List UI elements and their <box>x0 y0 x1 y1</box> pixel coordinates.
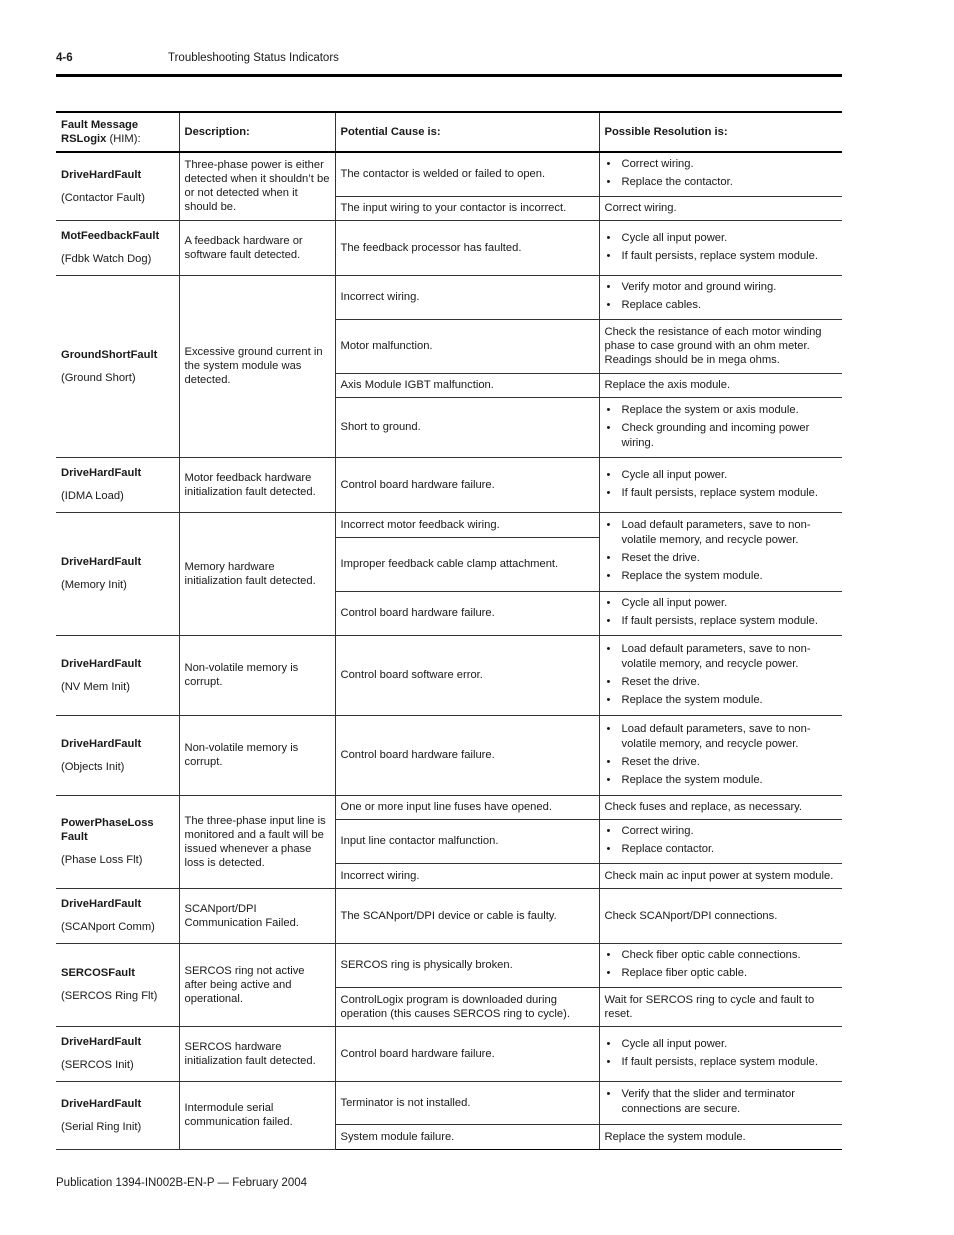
potential-cause-cell: ControlLogix program is downloaded during operation (this causes SERCOS ring to cycle). <box>335 987 599 1026</box>
fault-name: DriveHardFault <box>61 1036 142 1048</box>
resolution-cell: Wait for SERCOS ring to cycle and fault to reset. <box>599 987 842 1026</box>
fault-him-code: (SERCOS Ring Flt) <box>61 990 158 1002</box>
fault-him-code: (Objects Init) <box>61 760 125 773</box>
header-rule <box>56 74 842 77</box>
fault-message-cell <box>56 635 179 715</box>
resolution-list <box>605 1087 838 1117</box>
resolution-item: • If fault persists, replace system module. <box>605 486 838 501</box>
publication-footer: Publication 1394-IN002B-EN-P — February 2004 <box>56 1177 308 1189</box>
fault-name: DriveHardFault <box>61 556 142 568</box>
resolution-cell <box>599 819 842 863</box>
resolution-cell: Replace the system module. <box>599 1124 842 1149</box>
fault-name: DriveHardFault <box>61 737 142 750</box>
fault-name: DriveHardFault <box>61 467 142 479</box>
resolution-item: • Cycle all input power. <box>605 231 838 246</box>
resolution-item: • Replace contactor. <box>605 842 838 857</box>
resolution-item: • Correct wiring. <box>605 157 838 172</box>
fault-name: MotFeedbackFault <box>61 230 160 242</box>
potential-cause-cell: Control board hardware failure. <box>335 715 599 795</box>
resolution-cell <box>599 715 842 795</box>
fault-message-cell <box>56 275 179 457</box>
table-row <box>56 943 842 987</box>
resolution-cell: Correct wiring. <box>599 196 842 220</box>
resolution-cell <box>599 943 842 987</box>
potential-cause-cell: The input wiring to your contactor is incorrect. <box>335 196 599 220</box>
fault-message-cell <box>56 220 179 275</box>
resolution-item: • Reset the drive. <box>605 551 838 566</box>
column-header-description: Description: <box>179 112 335 152</box>
resolution-item: • Replace cables. <box>605 298 838 313</box>
resolution-cell: Check fuses and replace, as necessary. <box>599 795 842 819</box>
resolution-list <box>605 642 838 708</box>
potential-cause-cell: Input line contactor malfunction. <box>335 819 599 863</box>
table-row <box>56 888 842 943</box>
resolution-cell <box>599 512 842 591</box>
table-row <box>56 152 842 196</box>
potential-cause-cell: Control board hardware failure. <box>335 1026 599 1081</box>
table-header-row <box>56 112 842 152</box>
resolution-list <box>605 948 838 981</box>
fault-him-code: (Ground Short) <box>61 371 136 384</box>
resolution-item: • Load default parameters, save to non-volatile memory, and recycle power. <box>605 518 838 548</box>
resolution-item: • Replace the system module. <box>605 693 838 708</box>
resolution-item: • Replace the system module. <box>605 773 838 788</box>
resolution-item: • Reset the drive. <box>605 675 838 690</box>
resolution-cell <box>599 1081 842 1124</box>
potential-cause-cell: Axis Module IGBT malfunction. <box>335 373 599 397</box>
description-cell: SERCOS hardware initialization fault detected. <box>179 1026 335 1081</box>
resolution-list <box>605 1037 838 1070</box>
fault-name: DriveHardFault <box>61 1097 142 1110</box>
fault-him-code: (Contactor Fault) <box>61 191 145 204</box>
potential-cause-cell: Control board hardware failure. <box>335 457 599 512</box>
fault-him-code: (SERCOS Init) <box>61 1059 134 1071</box>
column-header-fault-message: Fault Message RSLogix (HIM): <box>56 112 179 152</box>
resolution-item: • Reset the drive. <box>605 755 838 770</box>
potential-cause-cell: SERCOS ring is physically broken. <box>335 943 599 987</box>
resolution-item: • Check grounding and incoming power wiring. <box>605 421 838 451</box>
fault-message-cell <box>56 152 179 220</box>
fault-message-cell <box>56 512 179 635</box>
resolution-cell: Check main ac input power at system module. <box>599 863 842 888</box>
potential-cause-cell: Terminator is not installed. <box>335 1081 599 1124</box>
fault-message-cell <box>56 943 179 1026</box>
description-cell: A feedback hardware or software fault detected. <box>179 220 335 275</box>
column-header-potential-cause: Potential Cause is: <box>335 112 599 152</box>
resolution-item: • Replace the system module. <box>605 569 838 584</box>
potential-cause-cell: Control board hardware failure. <box>335 591 599 635</box>
description-cell: Non-volatile memory is corrupt. <box>179 715 335 795</box>
fault-name: SERCOSFault <box>61 967 135 979</box>
page-header <box>56 52 842 68</box>
fault-name: DriveHardFault <box>61 168 142 181</box>
description-cell: SCANport/DPI Communication Failed. <box>179 888 335 943</box>
fault-him-code: (Phase Loss Flt) <box>61 854 143 866</box>
resolution-item: • Cycle all input power. <box>605 596 838 611</box>
resolution-item: • Replace the system or axis module. <box>605 403 838 418</box>
fault-message-cell <box>56 457 179 512</box>
fault-message-cell <box>56 1026 179 1081</box>
resolution-list <box>605 403 838 451</box>
fault-name: PowerPhaseLoss Fault <box>61 817 154 843</box>
table-row <box>56 635 842 715</box>
fault-name: DriveHardFault <box>61 657 142 670</box>
fault-message-cell <box>56 888 179 943</box>
table-row <box>56 457 842 512</box>
description-cell: Intermodule serial communication failed. <box>179 1081 335 1149</box>
resolution-list <box>605 824 838 857</box>
description-cell: Non-volatile memory is corrupt. <box>179 635 335 715</box>
resolution-cell <box>599 152 842 196</box>
resolution-cell: Check SCANport/DPI connections. <box>599 888 842 943</box>
fault-him-code: (Memory Init) <box>61 579 127 591</box>
fault-him-code: (SCANport Comm) <box>61 921 155 933</box>
potential-cause-cell: Improper feedback cable clamp attachment. <box>335 537 599 591</box>
table-row <box>56 275 842 319</box>
description-cell: Excessive ground current in the system module was detected. <box>179 275 335 457</box>
fault-message-cell <box>56 1081 179 1149</box>
resolution-item: • Verify that the slider and terminator connections are secure. <box>605 1087 838 1117</box>
potential-cause-cell: Incorrect wiring. <box>335 863 599 888</box>
resolution-item: • Replace the contactor. <box>605 175 838 190</box>
description-cell: SERCOS ring not active after being active and operational. <box>179 943 335 1026</box>
resolution-cell <box>599 457 842 512</box>
section-title: Troubleshooting Status Indicators <box>168 52 339 64</box>
page-number: 4-6 <box>56 52 73 64</box>
resolution-item: • If fault persists, replace system module. <box>605 1055 838 1070</box>
resolution-cell: Replace the axis module. <box>599 373 842 397</box>
table-row <box>56 1026 842 1081</box>
resolution-list <box>605 157 838 190</box>
resolution-list <box>605 518 838 584</box>
description-cell: Motor feedback hardware initialization fault detected. <box>179 457 335 512</box>
resolution-list <box>605 231 838 264</box>
resolution-cell: Check the resistance of each motor winding phase to case ground with an ohm meter. Readings should be in mega ohms. <box>599 319 842 373</box>
resolution-item: • Cycle all input power. <box>605 1037 838 1052</box>
fault-name: GroundShortFault <box>61 348 158 361</box>
fault-him-code: (Fdbk Watch Dog) <box>61 253 152 265</box>
resolution-item: • Load default parameters, save to non-volatile memory, and recycle power. <box>605 722 838 752</box>
table-row <box>56 220 842 275</box>
fault-message-cell <box>56 715 179 795</box>
fault-him-code: (NV Mem Init) <box>61 680 130 693</box>
potential-cause-cell: System module failure. <box>335 1124 599 1149</box>
resolution-item: • Replace fiber optic cable. <box>605 966 838 981</box>
fault-him-code: (IDMA Load) <box>61 490 124 502</box>
table-row <box>56 1081 842 1124</box>
potential-cause-cell: Control board software error. <box>335 635 599 715</box>
resolution-cell <box>599 635 842 715</box>
fault-name: DriveHardFault <box>61 898 142 910</box>
resolution-item: • Cycle all input power. <box>605 468 838 483</box>
table-row <box>56 795 842 819</box>
potential-cause-cell: Motor malfunction. <box>335 319 599 373</box>
potential-cause-cell: Short to ground. <box>335 397 599 457</box>
fault-him-code: (Serial Ring Init) <box>61 1120 142 1133</box>
description-cell: The three-phase input line is monitored and a fault will be issued whenever a phase loss is detected. <box>179 795 335 888</box>
resolution-item: • If fault persists, replace system module. <box>605 614 838 629</box>
description-cell: Memory hardware initialization fault detected. <box>179 512 335 635</box>
resolution-item: • If fault persists, replace system module. <box>605 249 838 264</box>
resolution-item: • Load default parameters, save to non-volatile memory, and recycle power. <box>605 642 838 672</box>
potential-cause-cell: The feedback processor has faulted. <box>335 220 599 275</box>
fault-table <box>56 111 842 1150</box>
resolution-item: • Verify motor and ground wiring. <box>605 280 838 295</box>
potential-cause-cell: The SCANport/DPI device or cable is faulty. <box>335 888 599 943</box>
resolution-item: • Check fiber optic cable connections. <box>605 948 838 963</box>
table-row <box>56 512 842 537</box>
table-row <box>56 715 842 795</box>
resolution-cell <box>599 591 842 635</box>
description-cell: Three-phase power is either detected when it shouldn’t be or not detected when it should be. <box>179 152 335 220</box>
column-header-possible-resolution: Possible Resolution is: <box>599 112 842 152</box>
potential-cause-cell: Incorrect wiring. <box>335 275 599 319</box>
potential-cause-cell: The contactor is welded or failed to open. <box>335 152 599 196</box>
resolution-cell <box>599 275 842 319</box>
potential-cause-cell: One or more input line fuses have opened. <box>335 795 599 819</box>
resolution-cell <box>599 397 842 457</box>
resolution-list <box>605 468 838 501</box>
resolution-cell <box>599 1026 842 1081</box>
resolution-list <box>605 280 838 313</box>
resolution-list <box>605 722 838 788</box>
resolution-item: • Correct wiring. <box>605 824 838 839</box>
resolution-cell <box>599 220 842 275</box>
fault-message-cell <box>56 795 179 888</box>
resolution-list <box>605 596 838 629</box>
potential-cause-cell: Incorrect motor feedback wiring. <box>335 512 599 537</box>
